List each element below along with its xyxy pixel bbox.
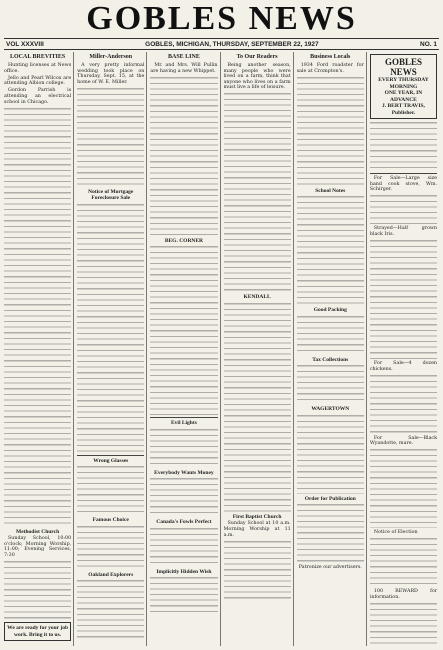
column-1: [4, 52, 74, 646]
miller-anderson-heading: Miller-Anderson: [89, 54, 133, 60]
hidden-wish-body: [150, 576, 217, 616]
everybody-wants-money-heading: Everybody Wants Money: [154, 469, 214, 476]
classified-body-2: [370, 239, 437, 359]
wrong-glasses-body: [77, 465, 144, 515]
baptist-body: [224, 540, 291, 600]
classified-body-1: [370, 194, 437, 224]
classified-6: 100 REWARD for information.: [369, 589, 438, 601]
dateline-bar: [4, 38, 439, 50]
divider: [77, 455, 144, 456]
wedding-body: [77, 87, 144, 187]
church-body: [4, 560, 71, 620]
classified-body-3: [370, 374, 437, 434]
evil-lights-body: [150, 428, 217, 468]
school-notes-body: [297, 195, 364, 305]
box-body: [370, 121, 437, 171]
packing-body: [297, 315, 364, 355]
column-6: [370, 52, 439, 646]
masthead: [0, 0, 443, 38]
business-lead: 1934 Ford roadster for sale at Crompton's.: [296, 63, 364, 74]
classified-4: For Sale—Black Wyandotte, mare.: [369, 435, 438, 447]
wagertown-body: [297, 414, 364, 494]
classified-body-4: [370, 448, 437, 528]
issue-number: NO. 1: [420, 40, 437, 48]
classified-1: For Sale—Large size hand cook stove, Wm. Schirger.: [369, 176, 438, 193]
column-3: [150, 52, 220, 646]
famous-choice-heading: Famous Choice: [92, 517, 129, 524]
first-baptist-heading: First Baptist Church: [232, 513, 282, 520]
wedding-lead: A very pretty informal wedding took place on Thursday, Sept. 15, at the home of W. E. Miller.: [77, 63, 145, 85]
evil-lights-heading: Evil Lights: [171, 420, 197, 427]
famous-choice-body: [77, 525, 144, 570]
order-body: [297, 503, 364, 563]
box-title: GOBLES NEWS: [384, 57, 422, 77]
beg-corner-heading: BEG. CORNER: [164, 237, 204, 244]
foreclosure-body: [77, 203, 144, 453]
columns: [4, 52, 439, 646]
methodist-schedule: Sunday School, 10:00 o'clock; Morning Worship, 11:00; Evening Services, 7:30: [4, 536, 72, 558]
column-2: [77, 52, 147, 646]
job-work-text: We are ready for your job work. Bring it to us.: [7, 625, 69, 638]
column-4: [224, 52, 294, 646]
box-rate: ONE YEAR, IN ADVANCE: [384, 90, 423, 103]
business-locals-heading: Business Locals: [310, 54, 351, 60]
box-subtitle: EVERY THURSDAY MORNING: [378, 77, 429, 90]
newspaper-title: GOBLES NEWS: [86, 0, 357, 37]
classified-body-6: [370, 602, 437, 646]
base-line-heading: BASE LINE: [168, 54, 200, 60]
order-publication-heading: Order for Publication: [304, 495, 356, 502]
subscription-box: [370, 54, 437, 119]
readers-lead: Being another season, many people who were lived on a farm, think that anyone who lives on a farm must live a life of leisure.: [223, 63, 291, 91]
kendall-heading: KENDALL: [243, 294, 271, 301]
volume-label: VOL XXXVIII: [6, 40, 44, 48]
tax-body: [297, 364, 364, 404]
classified-body-5: [370, 537, 437, 587]
brevities-body: [4, 107, 71, 527]
methodist-church-heading: Methodist Church: [16, 528, 60, 535]
beg-corner-body: [150, 245, 217, 415]
classified-3: For Sale—4 dozen chickens.: [369, 360, 438, 372]
wagertown-heading: WAGERTOWN: [311, 406, 350, 413]
good-packing-heading: Good Packing: [313, 307, 347, 314]
base-line-lead: Mr. and Mrs. Will Pullin are having a new Whippet.: [150, 63, 218, 74]
to-our-readers-heading: To Our Readers: [236, 54, 278, 60]
canada-fowls-heading: Canada's Fowls Perfect: [156, 519, 212, 526]
money-body: [150, 477, 217, 517]
foreclosure-heading: Notice of Mortgage Foreclosure Sale: [88, 188, 134, 202]
local-brevities-heading: LOCAL BREVITIES: [9, 54, 66, 60]
job-work-notice: [4, 622, 71, 641]
baptist-schedule: Sunday School at 10 a.m. Morning Worship at 11 a.m.: [223, 521, 291, 538]
business-body: [297, 76, 364, 186]
place-date: GOBLES, MICHIGAN, THURSDAY, SEPTEMBER 22, 1927: [145, 40, 319, 48]
hidden-wish-heading: Implicitly Hidden Wish: [156, 568, 212, 575]
column-5: [297, 52, 367, 646]
school-notes-heading: School Notes: [315, 187, 346, 194]
divider: [150, 417, 217, 418]
base-line-body: [150, 76, 217, 236]
oakland-body: [77, 579, 144, 639]
box-publisher: J. BERT TRAVIS, Publisher.: [381, 103, 425, 116]
brevity-3: Gordon Parrish is attending an electrical school in Chicago.: [4, 88, 72, 105]
brevity-1: Hunting licenses at News office.: [4, 63, 72, 74]
oakland-explorers-heading: Oakland Explorers: [88, 571, 134, 578]
patronize-footer: Patronize our advertisers.: [298, 565, 362, 571]
fowls-body: [150, 527, 217, 567]
tax-collections-heading: Tax Collections: [312, 356, 349, 363]
classified-2: Strayed—Half grown black Iris.: [369, 226, 438, 237]
kendall-body: [224, 302, 291, 512]
divider: [370, 173, 437, 174]
brevity-2: Jello and Pearl Wilcox are attending Albion college.: [4, 75, 72, 87]
readers-body: [224, 92, 291, 292]
classified-5: Notice of Election: [373, 530, 418, 536]
wrong-glasses-heading: Wrong Glasses: [93, 457, 129, 464]
